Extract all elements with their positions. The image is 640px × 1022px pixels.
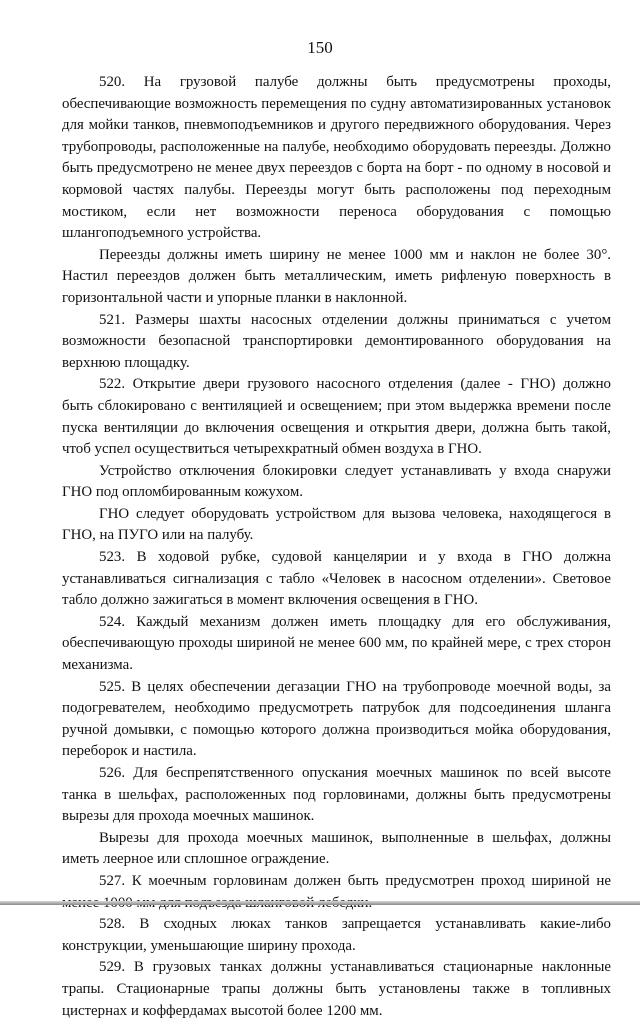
paragraph-522-call-device: ГНО следует оборудовать устройством для вызова человека, находящегося в ГНО, на ПУГО или на палубу. [62, 505, 611, 544]
paragraph-523: 523. В ходовой рубке, судовой канцелярии и у входа в ГНО должна устанавливаться сигнализация с табло «Человек в насосном отделении». Световое табло должно зажигаться в момент включения освещения в ГНО. [62, 549, 611, 609]
paragraph-524: 524. Каждый механизм должен иметь площадку для его обслуживания, обеспечивающую проходы шириной не менее 600 мм, по крайней мере, с трех сторон механизма. [62, 613, 611, 674]
document-body [62, 72, 611, 1022]
paragraph-522: 522. Открытие двери грузового насосного отделения (далее - ГНО) должно быть сблокировано с вентиляцией и освещением; при этом выдержка времени после пуска вентиляции до включения освещения и открытия двери, должна быть такой, чтоб успел осуществиться четырехкратный обмен воздуха в ГНО. [62, 376, 611, 458]
paragraph-521: 521. Размеры шахты насосных отделении должны приниматься с учетом возможности безопасной транспортировки демонтированного оборудования на верхнюю площадку. [62, 311, 611, 371]
page-bottom-edge [0, 901, 640, 905]
paragraph-520: 520. На грузовой палубе должны быть предусмотрены проходы, обеспечивающие возможность перемещения по судну автоматизированных установок для мойки танков, пневмоподъемников и другого передвижного оборудования. Через трубопроводы, расположенные на палубе, необходимо оборудовать переезды. Должно быть предусмотрено не менее двух переездов с борта на борт - по одному в носовой и кормовой частях палубы. Переезды могут быть расположены под переходным мостиком, если нет возможности переноса оборудования с помощью шлангоподъемного устройства. [62, 74, 611, 242]
paragraph-528: 528. В сходных люках танков запрещается устанавливать какие-либо конструкции, уменьшающие ширину прохода. [62, 916, 611, 954]
paragraph-526-cutouts: Вырезы для прохода моечных машинок, выполненные в шельфах, должны иметь леерное или сплошное ограждение. [62, 829, 611, 868]
paragraph-522-interlock: Устройство отключения блокировки следует устанавливать у входа снаружи ГНО под опломбированным кожухом. [62, 462, 611, 501]
paragraph-526: 526. Для беспрепятственного опускания моечных машинок по всей высоте танка в шельфах, расположенных под горловинами, должны быть предусмотрены вырезы для прохода моечных машинок. [62, 765, 611, 825]
paragraph-529: 529. В грузовых танках должны устанавливаться стационарные наклонные трапы. Стационарные трапы должны быть установлены также в топливных цистернах и коффердамах высотой более 1200 мм. [62, 959, 611, 1019]
page-number: 150 [307, 38, 333, 57]
paragraph-520-crossings: Переезды должны иметь ширину не менее 1000 мм и наклон не более 30°. Настил переездов должен быть металлическим, иметь рифленую поверхность в горизонтальной части и упорные планки в наклонной. [62, 246, 611, 306]
paragraph-525: 525. В целях обеспечении дегазации ГНО на трубопроводе моечной воды, за подогревателем, необходимо предусмотреть патрубок для подсоединения шланга ручной домывки, с помощью которого должна производиться мойка оборудования, переборок и настила. [62, 678, 611, 760]
paragraph-527: 527. К моечным горловинам должен быть предусмотрен проход шириной не [99, 872, 611, 889]
